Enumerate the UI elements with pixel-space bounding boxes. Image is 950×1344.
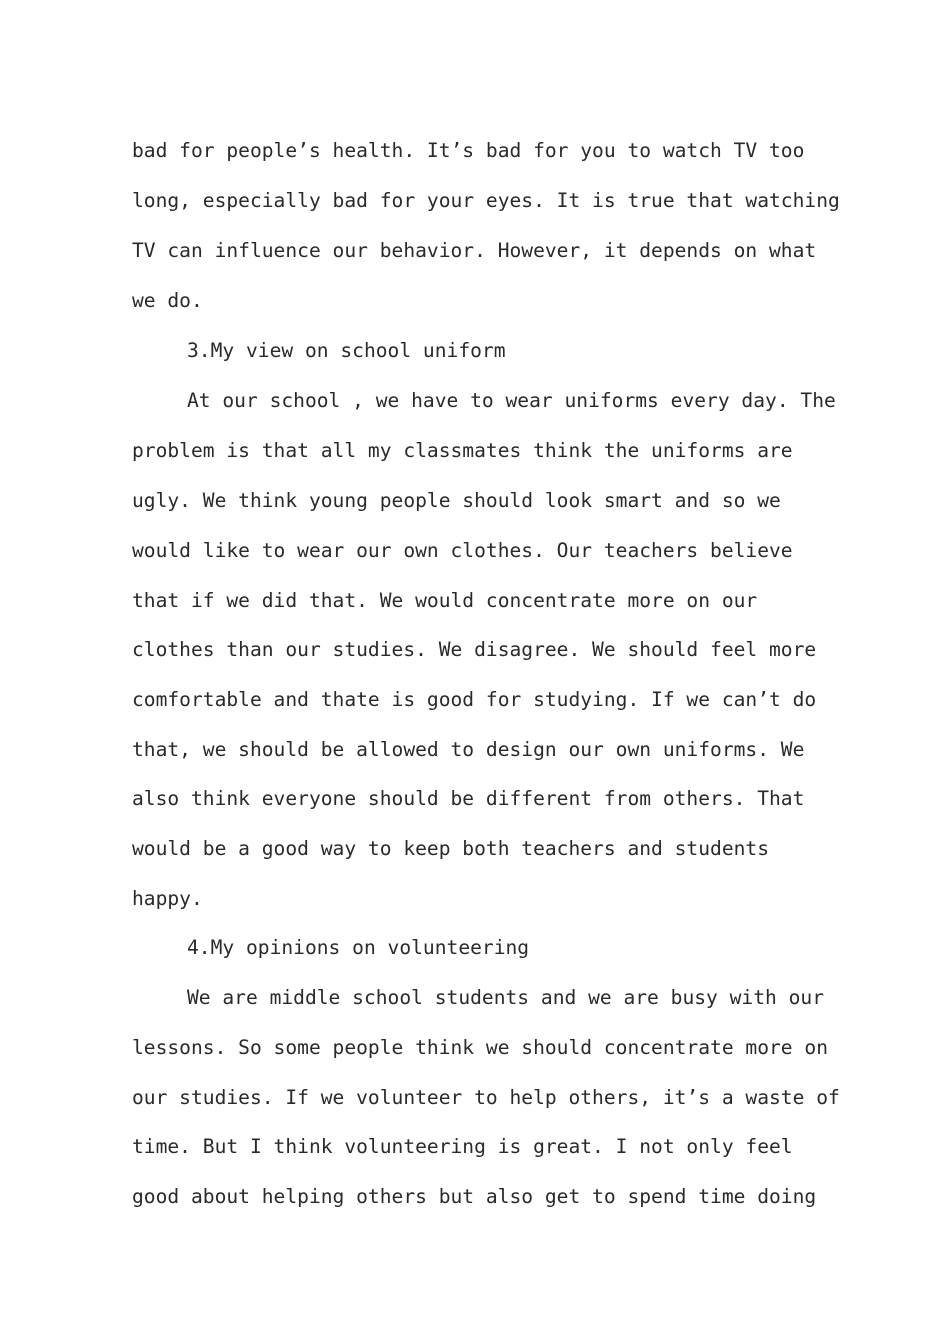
text-line: time. But I think volunteering is great. I not only feel [132, 1135, 793, 1158]
text-line: We are middle school students and we are busy with our [187, 986, 825, 1009]
text-line: would like to wear our own clothes. Our teachers believe [132, 539, 793, 562]
text-line: would be a good way to keep both teachers and students [132, 837, 770, 860]
text-line: long, especially bad for your eyes. It is true that watching [132, 189, 840, 212]
section-heading: 3.My view on school uniform [187, 339, 506, 362]
text-line: we do. [132, 289, 203, 312]
text-line: that, we should be allowed to design our own uniforms. We [132, 738, 805, 761]
text-line: problem is that all my classmates think the uniforms are [132, 439, 793, 462]
text-line: At our school , we have to wear uniforms every day. The [187, 389, 836, 412]
text-line: TV can influence our behavior. However, it depends on what [132, 239, 817, 262]
text-line: also think everyone should be different from others. That [132, 787, 805, 810]
text-line: ugly. We think young people should look smart and so we [132, 489, 781, 512]
text-line: clothes than our studies. We disagree. We should feel more [132, 638, 817, 661]
section-heading: 4.My opinions on volunteering [187, 936, 530, 959]
text-line: good about helping others but also get to spend time doing [132, 1185, 817, 1208]
text-line: that if we did that. We would concentrate more on our [132, 589, 758, 612]
text-line: bad for people’s health. It’s bad for you to watch TV too [132, 139, 805, 162]
text-line: happy. [132, 887, 203, 910]
text-line: comfortable and thate is good for studying. If we can’t do [132, 688, 817, 711]
text-line: our studies. If we volunteer to help others, it’s a waste of [132, 1086, 840, 1109]
text-line: lessons. So some people think we should concentrate more on [132, 1036, 828, 1059]
